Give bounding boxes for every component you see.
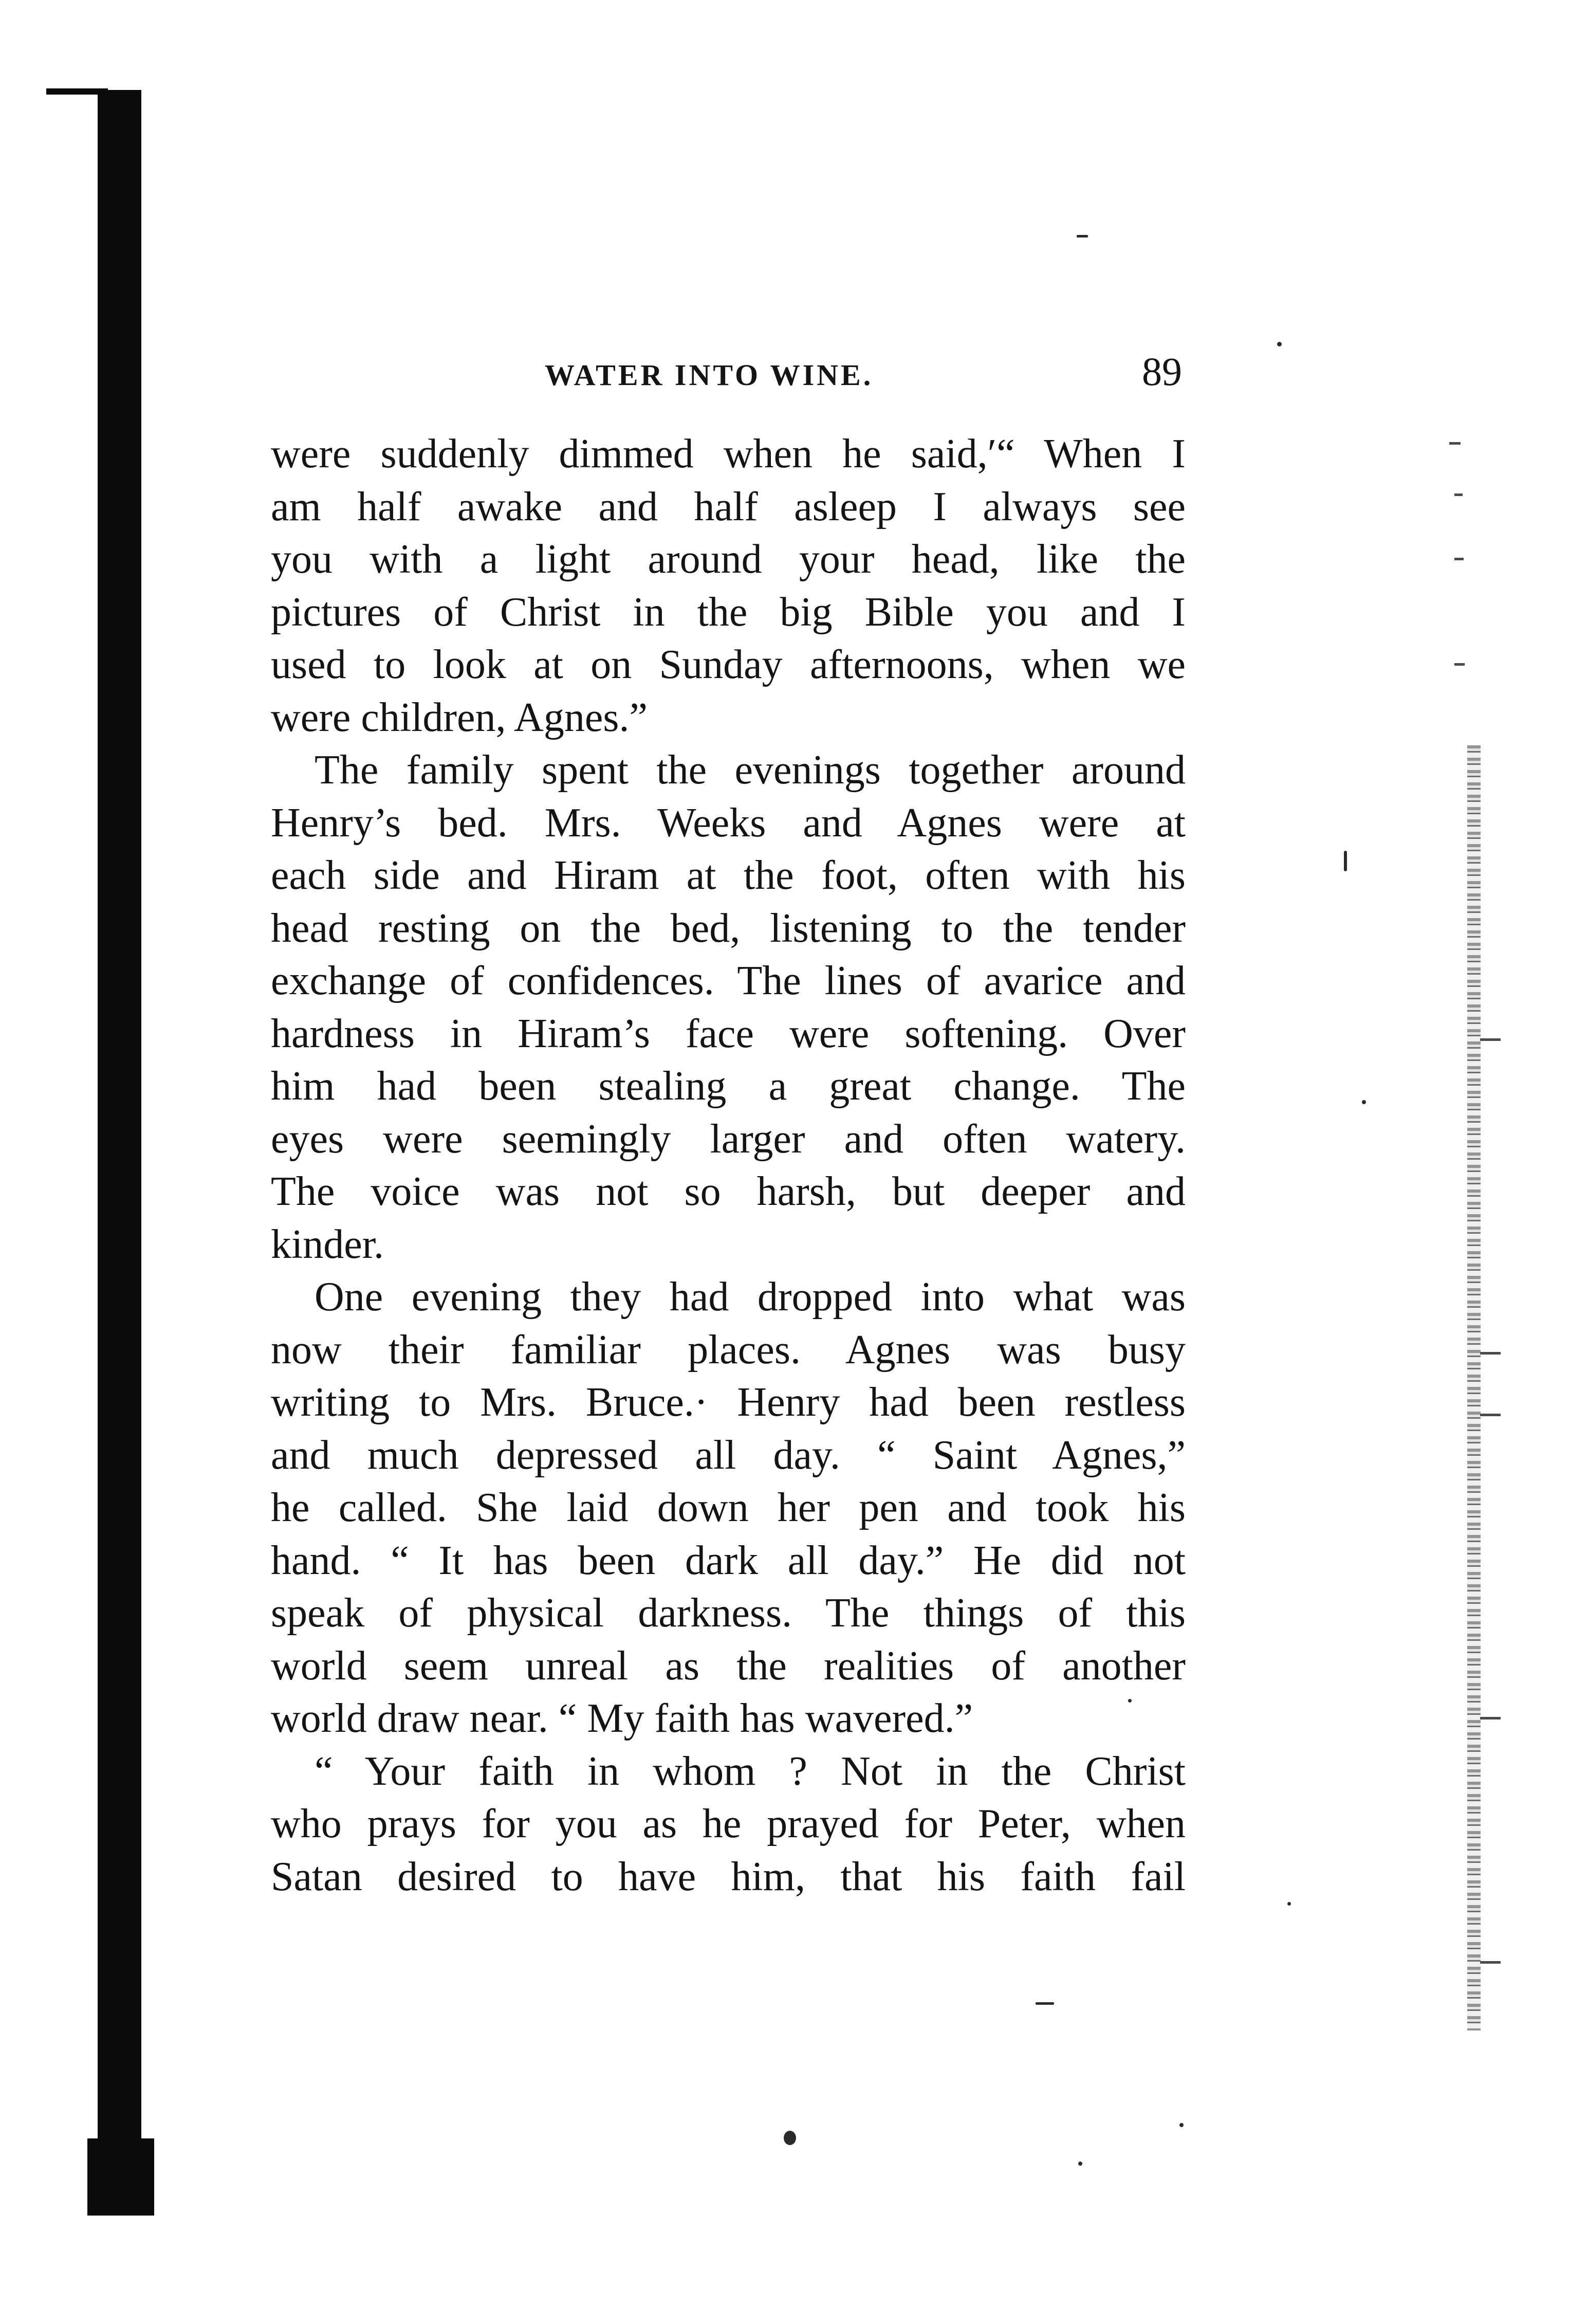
text-line: were children, Agnes.”: [271, 694, 648, 740]
text-line: pictures of Christ in the big Bible you and I: [271, 589, 1186, 635]
text-line: One evening they had dropped into what was: [315, 1274, 1186, 1320]
text-line: The family spent the evenings together around: [315, 747, 1186, 793]
text-line: writing to Mrs. Bruce.· Henry had been restless: [271, 1380, 1186, 1425]
text-line: him had been stealing a great change. The: [271, 1064, 1186, 1109]
text-line: speak of physical darkness. The things of this: [271, 1590, 1186, 1636]
edge-tick: [1480, 1717, 1501, 1719]
edge-tick: [1454, 558, 1464, 560]
scan-speck: [1344, 851, 1347, 871]
text-line: who prays for you as he prayed for Peter, when: [271, 1801, 1186, 1846]
binding-edge: [98, 90, 141, 2213]
text-line: world seem unreal as the realities of another: [271, 1643, 1186, 1689]
binding-edge-foot: [87, 2138, 154, 2216]
text-line: each side and Hiram at the foot, often with his: [271, 853, 1186, 898]
text-line: you with a light around your head, like the: [271, 537, 1186, 582]
text-line: Henry’s bed. Mrs. Weeks and Agnes were at: [271, 800, 1186, 846]
page-edge-show-through: [1467, 745, 1481, 2030]
page-number: 89: [1142, 349, 1182, 394]
text-line: now their familiar places. Agnes was busy: [271, 1327, 1186, 1373]
edge-tick: [1480, 1352, 1501, 1355]
edge-tick: [1480, 1414, 1501, 1416]
text-line: hand. “ It has been dark all day.” He did not: [271, 1538, 1186, 1583]
text-line: “ Your faith in whom ? Not in the Christ: [315, 1748, 1186, 1794]
edge-tick: [1449, 442, 1461, 445]
running-title: WATER INTO WINE.: [545, 358, 874, 392]
text-line: and much depressed all day. “ Saint Agnes,”: [271, 1432, 1186, 1478]
edge-tick: [1454, 493, 1463, 496]
scan-speck: [1287, 1902, 1291, 1906]
scan-speck: [1362, 1100, 1366, 1104]
text-line: used to look at on Sunday afternoons, when we: [271, 642, 1186, 687]
text-line: kinder.: [271, 1221, 384, 1267]
running-head: [272, 349, 1187, 395]
scan-speck: [1179, 2123, 1184, 2127]
edge-tick: [1480, 1038, 1501, 1041]
scan-speck: [1036, 2002, 1054, 2005]
scan-speck: [1277, 342, 1282, 346]
text-line: world draw near. “ My faith has wavered.”: [271, 1696, 973, 1741]
body-text: [271, 428, 1186, 1903]
scan-speck: [1078, 2162, 1082, 2166]
text-line: eyes were seemingly larger and often watery.: [271, 1116, 1186, 1162]
text-line: head resting on the bed, listening to the tender: [271, 905, 1186, 951]
scan-speck: [1077, 235, 1088, 237]
text-line: The voice was not so harsh, but deeper and: [271, 1169, 1186, 1214]
text-line: he called. She laid down her pen and took his: [271, 1485, 1186, 1530]
edge-tick: [1480, 1961, 1501, 1964]
text-line: were suddenly dimmed when he said,′“ When I: [271, 431, 1186, 477]
text-line: Satan desired to have him, that his faith fail: [271, 1854, 1186, 1899]
text-line: am half awake and half asleep I always see: [271, 484, 1186, 529]
edge-tick: [1454, 663, 1465, 666]
text-line: hardness in Hiram’s face were softening. Over: [271, 1011, 1186, 1056]
scan-speck: [784, 2131, 796, 2145]
text-line: exchange of confidences. The lines of avarice and: [271, 958, 1186, 1003]
